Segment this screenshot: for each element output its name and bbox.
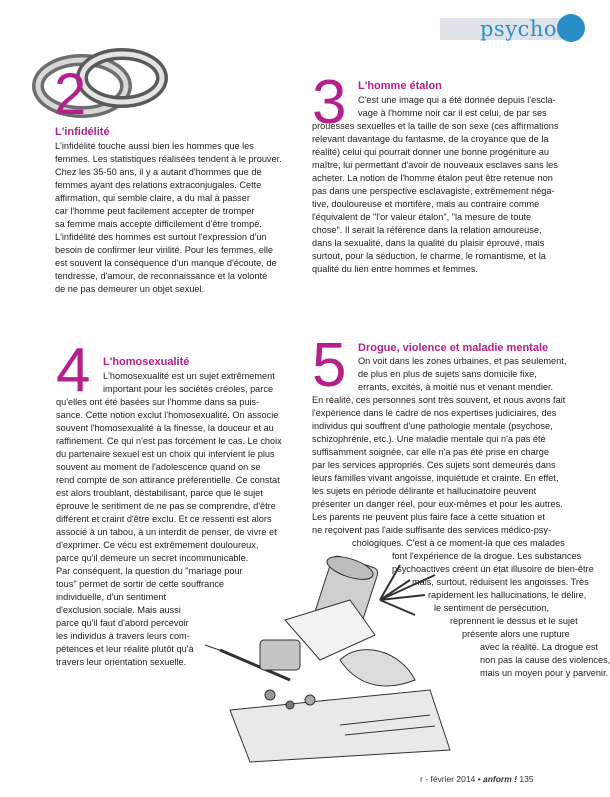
text-line: L'infidélité des hommes est surtout l'expression d'un xyxy=(55,232,267,242)
text-line: chose". Il serait la référence dans la relation amoureuse, xyxy=(312,225,542,235)
text-line: mais un moyen pour y parvenir. xyxy=(480,668,609,678)
text-line: est alors troublant, déstabilisant, parce que le sujet xyxy=(56,488,263,498)
text-line: schizophrénie, etc.). Une maladie mentale qui n'a pas été xyxy=(312,434,546,444)
text-line: reprennent le dessus et le sujet xyxy=(450,616,578,626)
footer-magazine: anform ! xyxy=(482,774,517,784)
section-number-4: 4 xyxy=(56,336,91,405)
section-number-3: 3 xyxy=(312,68,347,137)
text-line: sance. Cette notion exclut l'homosexualité. On associe xyxy=(56,410,279,420)
text-line: individus qui souffrent d'une pathologie mentale (psychose, xyxy=(312,421,553,431)
section-title-homosexualite: L'homosexualité xyxy=(103,356,190,368)
text-line: différent et craint d'être exclu. Et ce ressenti est alors xyxy=(56,514,272,524)
text-line: dans la sexualité, dans la qualité du plaisir éprouvé, mais xyxy=(312,238,545,248)
text-line: présenter un danger réel, pour eux-mêmes et pour les autres. xyxy=(312,499,563,509)
section-title-infidelite: L'infidélité xyxy=(55,126,110,138)
text-line: qu'elles ont été basées sur l'homme dans sa puis- xyxy=(56,397,260,407)
text-line: l'expérience dans le cadre de nos expertises judiciaires, des xyxy=(312,408,557,418)
text-line: On voit dans les zones urbaines, et pas seulement, xyxy=(358,356,567,366)
text-line: C'est une image qui a été donnée depuis l'escla- xyxy=(358,95,556,105)
text-line: avec la réalité. La drogue est xyxy=(480,642,598,652)
text-line: pétences et leur réalité plutôt qu'à xyxy=(56,644,194,654)
text-line: qualité du lien entre hommes et femmes. xyxy=(312,264,478,274)
section-label: psycho xyxy=(479,17,557,41)
section-dot-icon xyxy=(557,14,585,42)
text-line: travers leur orientation sexuelle. xyxy=(56,657,187,667)
text-line: important pour les sociétés créoles, parce xyxy=(103,384,274,394)
text-line: les sujets en période délirante et hallucinatoire peuvent xyxy=(312,486,537,496)
drugs-illustration xyxy=(200,540,460,765)
text-line: présente alors une rupture xyxy=(462,629,570,639)
text-line: Chez les 35-50 ans, il y a autant d'hommes que de xyxy=(55,167,262,177)
text-line: parce qu'il faut d'abord percevoir xyxy=(56,618,189,628)
page-footer xyxy=(420,774,534,784)
section-tag xyxy=(440,18,567,40)
text-line: non pas la cause des violences, xyxy=(480,655,610,665)
text-line: raffinement. Ce qui n'est pas forcément le cas. Le choix xyxy=(56,436,282,446)
text-line: souvent l'homosexualité à la finesse, la douceur et au xyxy=(56,423,274,433)
text-line: souvent au moment de l'adolescence quand on se xyxy=(56,462,261,472)
text-line: femmes. Les statistiques réalisées tendent à le prouver. xyxy=(55,154,282,164)
text-line: suffisamment soignée, car elle n'a pas été prise en charge xyxy=(312,447,550,457)
text-line: tive, douloureuse et mortifère, mais au contraire comme xyxy=(312,199,540,209)
text-line: L'homosexualité est un sujet extrêmement xyxy=(103,371,275,381)
section-body-homme-etalon xyxy=(312,94,559,276)
section-body-infidelite xyxy=(55,140,282,296)
text-line: de ne pas demeurer un objet sexuel. xyxy=(55,284,205,294)
text-line: le sentiment de persécution, xyxy=(434,603,549,613)
text-line: éprouve le sentiment de ne pas se comprendre, d'être xyxy=(56,501,276,511)
section-title-drogue: Drogue, violence et maladie mentale xyxy=(358,342,549,354)
footer-page-number: 135 xyxy=(519,774,534,784)
text-line: par les services appropriés. Ces sujets sont demeurés dans xyxy=(312,460,556,470)
text-line: individuelle, d'un sentiment xyxy=(56,592,167,602)
text-line: d'exclusion sociale. Mais aussi xyxy=(56,605,181,615)
text-line: font l'expérience de la drogue. Les substances xyxy=(392,551,582,561)
section-title-homme-etalon: L'homme étalon xyxy=(358,80,442,92)
text-line: maître, lui permettant d'avoir de nouveaux esclaves sans les xyxy=(312,160,558,170)
text-line: chologiques. C'est à ce moment-là que ces malades xyxy=(352,538,565,548)
text-line: Par conséquent, la question du "mariage pour xyxy=(56,566,243,576)
text-line: acheter. La notion de l'homme étalon peut être retenue non xyxy=(312,173,553,183)
text-line: de plus en plus de sujets sans domicile fixe, xyxy=(358,369,537,379)
text-line: errants, excités, à moitié nus et venant mendier. xyxy=(358,382,554,392)
text-line: surtout, pour la séduction, le charme, le romantisme, et la xyxy=(312,251,546,261)
text-line: relevant davantage du fantasme, de la croyance que de la xyxy=(312,134,549,144)
text-line: Les parents ne peuvent plus faire face à cette situation et xyxy=(312,512,545,522)
text-line: rapidement les hallucinations, le délire, xyxy=(428,590,587,600)
text-line: parce qu'il demeure un secret incommunicable. xyxy=(56,553,249,563)
text-line: affirmation, qui semble claire, a du mal à passer xyxy=(55,193,250,203)
section-number-5: 5 xyxy=(312,331,347,400)
text-line: femmes ayant des relations extraconjugales. Cette xyxy=(55,180,262,190)
text-line: vage à l'homme noir car il est celui, de par ses xyxy=(358,108,547,118)
text-line: mais, surtout, réduisent les angoisses. Très xyxy=(412,577,589,587)
text-line: L'infidélité touche aussi bien les hommes que les xyxy=(55,141,254,151)
page-header xyxy=(0,0,597,44)
text-line: leurs familles vivant angoisse, inquiétude et crainte. En effet, xyxy=(312,473,559,483)
text-line: besoin de confirmer leur virilité. Pour les femmes, elle xyxy=(55,245,274,255)
text-line: En réalité, ces personnes sont très souvent, et nous avons fait xyxy=(312,395,566,405)
text-line: rend compte de son attirance préférentielle. Ce constat xyxy=(56,475,280,485)
text-line: prouesses sexuelles et la taille de son sexe (ces affirmations xyxy=(312,121,559,131)
text-line: les individus à travers leurs com- xyxy=(56,631,190,641)
text-line: sa femme mais accepte difficilement d'être trompé. xyxy=(55,219,262,229)
text-line: du partenaire sexuel est un choix qui intervient le plus xyxy=(56,449,275,459)
footer-date: r - février 2014 • xyxy=(420,774,481,784)
text-line: associé à un tabou, à un interdit de penser, de vivre et xyxy=(56,527,277,537)
text-line: ne reçoivent pas l'aide suffisante des services médico-psy- xyxy=(312,525,552,535)
wedding-rings-illustration xyxy=(30,42,170,127)
text-line: tous" permet de sortir de cette souffrance xyxy=(56,579,225,589)
text-line: pas dans une perspective esclavagiste, extrêmement néga- xyxy=(312,186,555,196)
text-line: tendresse, d'amour, de reconnaissance et la volonté xyxy=(55,271,268,281)
section-number-2: 2 xyxy=(54,62,87,127)
text-line: est souvent la conséquence d'un manque d'écoute, de xyxy=(55,258,277,268)
text-line: psychoactives créent un état illusoire de bien-être xyxy=(392,564,594,574)
text-line: car l'homme peut facilement accepter de tromper xyxy=(55,206,255,216)
text-line: réalité) celui qui pourrait donner une bonne progéniture au xyxy=(312,147,549,157)
text-line: l'équivalent de "l'or valeur étalon", "la mesure de toute xyxy=(312,212,532,222)
text-line: d'exprimer. Ce vécu est extrêmement douloureux, xyxy=(56,540,259,550)
